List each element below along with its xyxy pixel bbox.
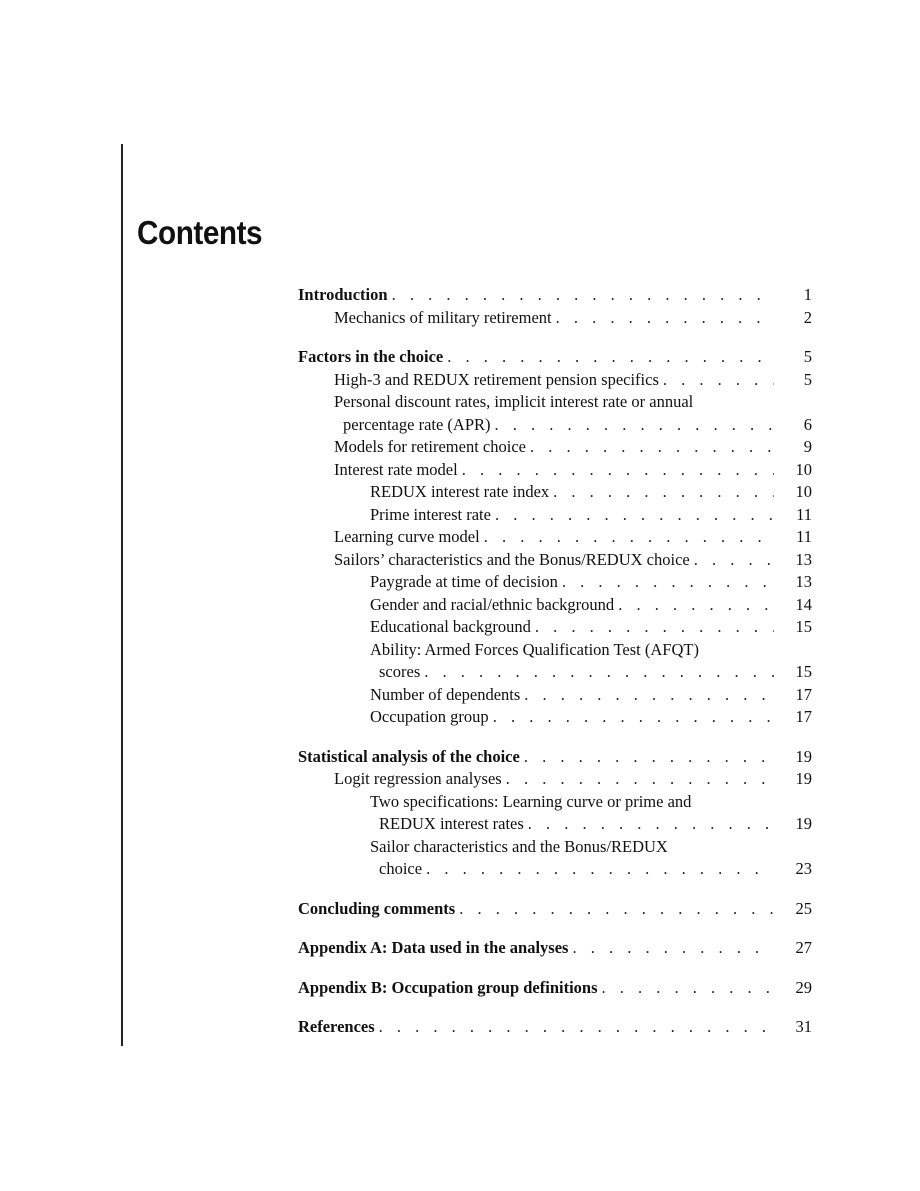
toc-entry-concluding[interactable]	[298, 898, 812, 921]
toc-entry-page: 11	[796, 527, 812, 546]
dot-leader	[528, 813, 774, 836]
dot-leader	[663, 369, 774, 392]
toc-entry-title: REDUX interest rate index	[370, 482, 550, 501]
toc-entry-discount-rates-cont[interactable]	[298, 414, 812, 437]
toc-section-appendix-a	[298, 937, 812, 960]
toc-entry-page: 2	[803, 307, 812, 327]
dot-leader	[506, 768, 774, 791]
toc-section-introduction	[298, 284, 812, 329]
toc-section-references	[298, 1016, 812, 1039]
toc-entry-page: 5	[803, 347, 812, 366]
toc-entry-title: Number of dependents	[370, 684, 521, 704]
toc-entry-sailor-chars-cont[interactable]	[298, 858, 812, 881]
dot-leader	[530, 436, 774, 459]
toc-entry-page: 13	[795, 572, 812, 591]
toc-entry-title: Appendix B: Occupation group definitions	[298, 977, 598, 997]
toc-entry-page: 25	[795, 898, 812, 918]
toc-entry-page: 17	[795, 707, 812, 726]
toc-entry-ability-cont[interactable]	[298, 661, 812, 684]
toc-entry-page: 9	[803, 437, 812, 456]
toc-entry-page: 19	[795, 746, 812, 766]
dot-leader	[459, 898, 774, 921]
dot-leader	[524, 746, 774, 769]
toc-entry-sailor-chars[interactable]	[298, 836, 812, 859]
toc-entry-title-cont: scores	[379, 662, 421, 681]
toc-entry-redux-index[interactable]	[298, 481, 812, 504]
toc-entry-page: 23	[795, 859, 812, 878]
toc-section-appendix-b	[298, 977, 812, 1000]
dot-leader	[618, 594, 774, 617]
dot-leader	[462, 459, 774, 482]
toc-entry-title: Personal discount rates, implicit interest rate or annual	[334, 392, 694, 411]
toc-entry-title-cont: percentage rate (APR)	[343, 414, 491, 434]
dot-leader	[379, 1016, 774, 1039]
toc-entry-title: Factors in the choice	[298, 347, 444, 366]
dot-leader	[447, 346, 774, 369]
toc-entry-discount-rates[interactable]	[298, 391, 812, 414]
toc-entry-page: 13	[795, 549, 812, 569]
toc-entry-title: Mechanics of military retirement	[334, 307, 552, 327]
toc-entry-title: Statistical analysis of the choice	[298, 746, 520, 766]
toc-entry-title: Sailors’ characteristics and the Bonus/REDUX choice	[334, 549, 690, 569]
dot-leader	[553, 481, 774, 504]
toc-entry-title: Interest rate model	[334, 459, 458, 479]
toc-entry-title: Logit regression analyses	[334, 769, 502, 788]
toc-entry-title-cont: choice	[379, 859, 423, 878]
toc-entry-title: Introduction	[298, 285, 388, 304]
toc-entry-gender[interactable]	[298, 594, 812, 617]
toc-entry-learning-curve[interactable]	[298, 526, 812, 549]
dot-leader	[484, 526, 774, 549]
page-title: Contents	[137, 214, 263, 251]
toc-entry-references[interactable]	[298, 1016, 812, 1039]
toc-entry-appendix-b[interactable]	[298, 977, 812, 1000]
toc-entry-page: 31	[795, 1017, 812, 1036]
toc-entry-appendix-a[interactable]	[298, 937, 812, 960]
toc-section-concluding	[298, 898, 812, 921]
toc-entry-logit[interactable]	[298, 768, 812, 791]
toc-entry-title: Paygrade at time of decision	[370, 572, 558, 591]
dot-leader	[572, 937, 774, 960]
toc-entry-title: Educational background	[370, 617, 531, 636]
toc-entry-factors[interactable]	[298, 346, 812, 369]
toc-entry-mechanics[interactable]	[298, 307, 812, 330]
toc-entry-statistical[interactable]	[298, 746, 812, 769]
toc-entry-prime-rate[interactable]	[298, 504, 812, 527]
dot-leader	[495, 414, 774, 437]
toc-entry-two-specs[interactable]	[298, 791, 812, 814]
margin-rule	[121, 144, 123, 1046]
toc-entry-page: 1	[803, 285, 812, 304]
dot-leader	[562, 571, 774, 594]
toc-entry-title: Appendix A: Data used in the analyses	[298, 938, 569, 957]
toc-entry-page: 27	[795, 938, 812, 957]
dot-leader	[535, 616, 774, 639]
dot-leader	[392, 284, 774, 307]
dot-leader	[426, 858, 774, 881]
toc-entry-title: Occupation group	[370, 707, 489, 726]
toc-entry-high3-redux[interactable]	[298, 369, 812, 392]
toc-entry-occupation[interactable]	[298, 706, 812, 729]
toc-entry-title: Models for retirement choice	[334, 437, 526, 456]
toc-entry-page: 19	[795, 769, 812, 788]
toc-entry-sailors-characteristics[interactable]	[298, 549, 812, 572]
toc-entry-introduction[interactable]	[298, 284, 812, 307]
toc-entry-page: 6	[803, 414, 812, 434]
toc-entry-interest-rate-model[interactable]	[298, 459, 812, 482]
toc-entry-page: 29	[795, 977, 812, 997]
toc-entry-title: High-3 and REDUX retirement pension specifics	[334, 369, 659, 389]
toc-entry-title: Gender and racial/ethnic background	[370, 594, 615, 614]
toc-section-statistical	[298, 746, 812, 881]
toc-entry-page: 10	[795, 459, 812, 479]
toc-entry-page: 14	[795, 594, 812, 614]
dot-leader	[602, 977, 774, 1000]
toc-entry-page: 5	[803, 369, 812, 389]
toc-entry-page: 15	[795, 617, 812, 636]
toc-entry-ability[interactable]	[298, 639, 812, 662]
toc-entry-title: Two specifications: Learning curve or prime and	[370, 791, 692, 811]
toc-entry-paygrade[interactable]	[298, 571, 812, 594]
toc-entry-education[interactable]	[298, 616, 812, 639]
toc-entry-page: 15	[795, 662, 812, 681]
dot-leader	[694, 549, 774, 572]
toc-entry-page: 19	[795, 814, 812, 833]
toc-entry-dependents[interactable]	[298, 684, 812, 707]
dot-leader	[524, 684, 774, 707]
toc-entry-title: Concluding comments	[298, 898, 456, 918]
toc-entry-title: Ability: Armed Forces Qualification Test (AFQT)	[370, 639, 699, 659]
toc-entry-title: Prime interest rate	[370, 504, 491, 524]
toc-entry-two-specs-cont[interactable]	[298, 813, 812, 836]
dot-leader	[556, 307, 774, 330]
toc-section-factors	[298, 346, 812, 729]
toc-entry-title: Learning curve model	[334, 527, 480, 546]
toc-entry-title: Sailor characteristics and the Bonus/REDUX	[370, 836, 668, 856]
dot-leader	[493, 706, 774, 729]
toc-entry-page: 17	[795, 684, 812, 704]
toc-entry-title-cont: REDUX interest rates	[379, 814, 524, 833]
toc-entry-models[interactable]	[298, 436, 812, 459]
toc-entry-title: References	[298, 1017, 375, 1036]
toc-entry-page: 10	[795, 482, 812, 501]
dot-leader	[495, 504, 774, 527]
table-of-contents	[298, 284, 812, 1056]
toc-entry-page: 11	[796, 504, 812, 524]
dot-leader	[424, 661, 774, 684]
